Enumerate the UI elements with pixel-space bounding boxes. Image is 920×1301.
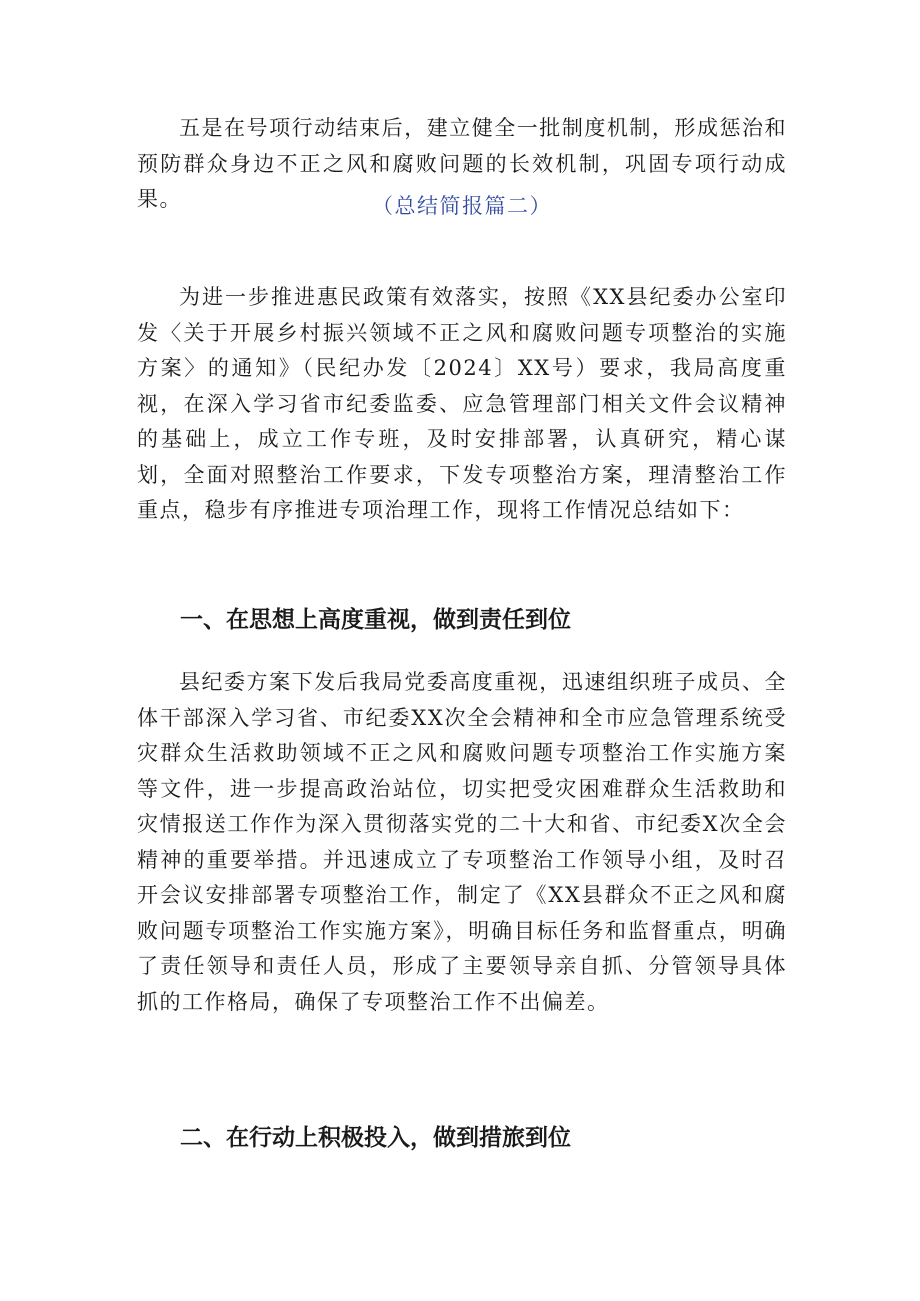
body-paragraph: 县纪委方案下发后我局党委高度重视，迅速组织班子成员、全体干部深入学习省、市纪委XX次全会精神和全市应急管理系统受灾群众生活救助领域不正之风和腐败问题专项整治工作实施方案等文件，进一步提高政治站位，切实把受灾困难群众生活救助和灾情报送工作作为深入贯彻落实党的二十大和省、市纪委X次全会精神的重要举措。并迅速成立了专项整治工作领导小组，及时召开会议安排部署专项整治工作，制定了《XX县群众不正之风和腐败问题专项整治工作实施方案》，明确目标任务和监督重点，明确了责任领导和责任人员，形成了主要领导亲自抓、分管领导具体抓的工作格局，确保了专项整治工作不出偏差。 (137, 670, 787, 1014)
section-heading: 二、在行动上积极投入，做到措旅到位 (180, 1125, 571, 1151)
section-heading: 一、在思想上高度重视，做到责任到位 (180, 607, 571, 633)
body-paragraph: 为进一步推进惠民政策有效落实，按照《XX县纪委办公室印发〈关于开展乡村振兴领域不正之风和腐败问题专项整治的实施方案〉的通知》（民纪办发〔2024〕XX号）要求，我局高度重视，在深入学习省市纪委监委、应急管理部门相关文件会议精神的基础上，成立工作专班，及时安排部署，认真研究，精心谋划，全面对照整治工作要求，下发专项整治方案，理清整治工作重点，稳步有序推进专项治理工作，现将工作情况总结如下： (137, 285, 787, 522)
section-title: （总结简报篇二） (372, 194, 552, 218)
body-paragraph: 五是在号项行动结束后，建立健全一批制度机制，形成惩治和预防群众身边不正之风和腐败问题的长效机制，巩固专项行动成果。 (137, 116, 787, 211)
